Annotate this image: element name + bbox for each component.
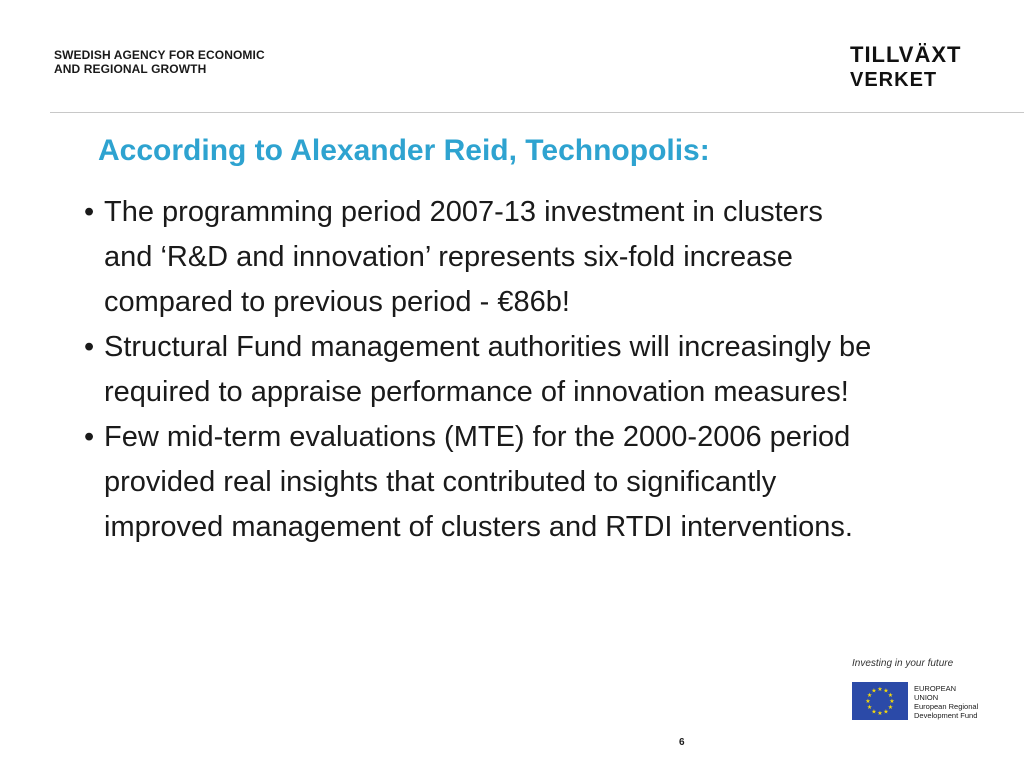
agency-name-line-2: AND REGIONAL GROWTH	[54, 62, 207, 76]
bullet-line: provided real insights that contributed to significantly	[104, 466, 777, 498]
svg-text:★: ★	[871, 708, 877, 716]
bullet-dot: •	[84, 331, 95, 363]
svg-text:★: ★	[883, 687, 889, 695]
logo-bottom-text: VERKET	[850, 69, 938, 90]
bullet-line: compared to previous period - €86b!	[104, 286, 570, 318]
eu-text-line: Development Fund	[914, 711, 978, 720]
bullet-dot: •	[84, 421, 95, 453]
svg-text:★: ★	[866, 704, 873, 711]
investing-tagline: Investing in your future	[852, 658, 954, 669]
svg-text:★: ★	[887, 692, 894, 699]
bullet-item	[84, 325, 1024, 415]
eu-text-line: UNION	[914, 693, 939, 702]
svg-text:★: ★	[865, 698, 871, 705]
svg-text:★: ★	[866, 692, 873, 699]
eu-fund-text	[914, 684, 978, 720]
bullet-item	[84, 415, 1024, 550]
svg-text:★: ★	[887, 704, 894, 711]
agency-name-line-1: SWEDISH AGENCY FOR ECONOMIC	[54, 48, 265, 62]
header-divider	[50, 112, 1024, 113]
bullet-item	[84, 190, 1024, 325]
svg-text:★: ★	[877, 710, 883, 717]
bullet-line: improved management of clusters and RTDI interventions.	[104, 511, 853, 543]
svg-text:★: ★	[883, 708, 889, 716]
bullet-line: Structural Fund management authorities will increasingly be	[104, 331, 872, 363]
svg-text:★: ★	[871, 687, 877, 695]
svg-text:★: ★	[889, 698, 895, 705]
eu-text-line: EUROPEAN	[914, 684, 957, 693]
svg-text:★: ★	[877, 686, 883, 693]
bullet-line: and ‘R&D and innovation’ represents six-fold increase	[104, 241, 793, 273]
bullet-line: Few mid-term evaluations (MTE) for the 2000-2006 period	[104, 421, 851, 453]
bullet-line: The programming period 2007-13 investment in clusters	[104, 196, 823, 228]
slide-title: According to Alexander Reid, Technopolis:	[98, 134, 710, 167]
bullet-line: required to appraise performance of innovation measures!	[104, 376, 849, 408]
bullet-dot: •	[84, 196, 95, 228]
eu-flag-icon	[852, 682, 908, 720]
page-number: 6	[679, 737, 685, 748]
logo-top-text: TILLVÄXT	[850, 42, 962, 67]
eu-text-line: European Regional	[914, 702, 979, 711]
agency-name	[54, 48, 265, 76]
bullet-list	[84, 190, 1024, 550]
tillvaxtverket-logo	[848, 38, 978, 90]
